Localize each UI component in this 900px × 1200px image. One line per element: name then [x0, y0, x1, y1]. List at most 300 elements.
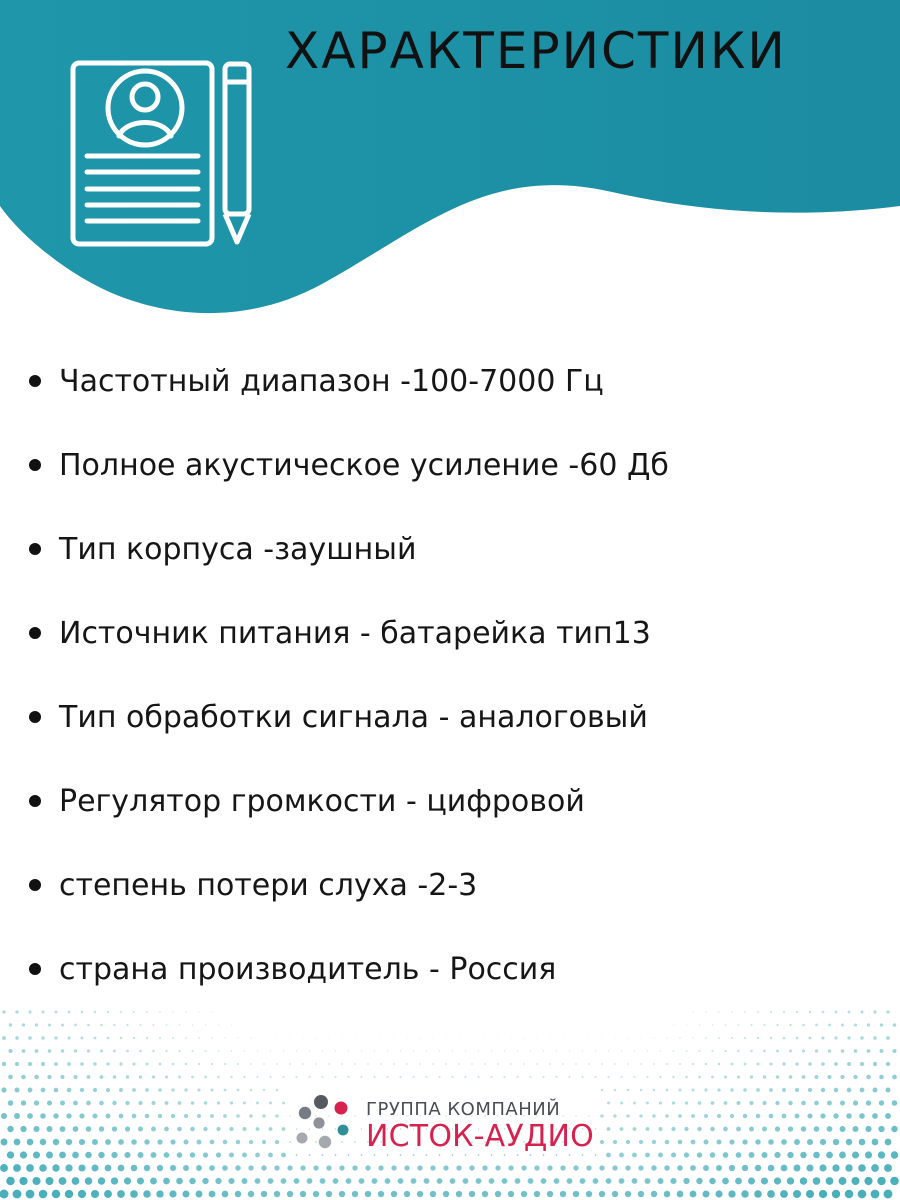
decor-dot [508, 1165, 513, 1170]
decor-dot [289, 1141, 291, 1143]
decor-dot [27, 1113, 33, 1119]
decor-dot [124, 1177, 131, 1184]
decor-dot [865, 1151, 872, 1158]
decor-dot [718, 1011, 719, 1012]
feature-item [27, 591, 872, 675]
decor-dot [893, 1023, 897, 1027]
decor-dot [211, 1063, 213, 1065]
decor-dot [164, 1152, 170, 1158]
decor-dot [74, 1024, 77, 1027]
decor-dot [73, 1101, 78, 1106]
decor-dot [705, 1063, 707, 1065]
decor-dot [573, 1191, 579, 1197]
decor-dot [737, 1075, 740, 1078]
decor-dot [185, 1011, 186, 1012]
decor-dot [691, 1114, 695, 1118]
decor-dot [326, 1191, 332, 1197]
decor-dot [275, 1114, 278, 1117]
decor-dot [1, 1139, 8, 1146]
decor-dot [417, 1165, 422, 1170]
decor-dot [404, 1165, 409, 1170]
decor-dot [104, 1190, 112, 1198]
decor-dot [94, 1011, 96, 1013]
decor-dot [276, 1037, 277, 1038]
decor-dot [157, 1139, 162, 1144]
decor-dot [352, 1191, 358, 1197]
decor-dot [27, 1139, 34, 1146]
decor-dot [65, 1190, 73, 1198]
decor-dot [35, 1049, 39, 1053]
decor-dot [567, 1178, 573, 1184]
decor-dot [607, 1127, 611, 1131]
decor-dot [744, 1063, 747, 1066]
decor-dot [146, 1037, 148, 1039]
bullet-icon [29, 459, 41, 471]
decor-dot [671, 1127, 675, 1131]
decor-dot [588, 1037, 589, 1038]
decor-dot [346, 1178, 352, 1184]
decor-dot [333, 1178, 339, 1184]
decor-dot [113, 1050, 116, 1053]
decor-dot [20, 1151, 27, 1158]
decor-dot [190, 1127, 194, 1131]
decor-dot [835, 1011, 838, 1014]
decor-dot [255, 1178, 261, 1184]
decor-dot [144, 1165, 150, 1171]
decor-dot [484, 1063, 486, 1065]
decor-dot [8, 1100, 14, 1106]
decor-dot [117, 1190, 125, 1198]
decor-dot [87, 1049, 90, 1052]
decor-dot [626, 1140, 630, 1144]
decor-dot [176, 1178, 183, 1185]
decor-dot [781, 1139, 787, 1145]
decor-dot [171, 1114, 175, 1118]
decor-dot [443, 1191, 449, 1197]
decor-dot [224, 1089, 227, 1092]
decor-dot [419, 1063, 421, 1065]
decor-dot [671, 1152, 676, 1157]
decor-dot [125, 1126, 130, 1131]
decor-dot [411, 1178, 417, 1184]
decor-dot [328, 1037, 329, 1038]
decor-dot [819, 1164, 826, 1171]
decor-dot [666, 1089, 669, 1092]
decor-dot [289, 1037, 290, 1038]
decor-dot [738, 1024, 740, 1026]
decor-dot [98, 1152, 104, 1158]
decor-dot [891, 1151, 898, 1158]
decor-dot [659, 1127, 663, 1131]
decor-dot [840, 1101, 845, 1106]
decor-dot [536, 1063, 538, 1065]
decor-dot [458, 1037, 459, 1038]
decor-dot [769, 1114, 774, 1119]
decor-dot [309, 1050, 310, 1051]
decor-dot [504, 1050, 505, 1051]
decor-dot [730, 1114, 734, 1118]
decor-dot [762, 1101, 766, 1105]
logo-main-text: ИСТОК-АУДИО [366, 1119, 594, 1154]
decor-dot [20, 1126, 26, 1132]
decor-dot [607, 1076, 609, 1078]
decor-dot [763, 1050, 766, 1053]
decor-dot [372, 1178, 378, 1184]
decor-dot [865, 1126, 871, 1132]
decor-dot [185, 1037, 187, 1039]
decor-dot [722, 1178, 729, 1185]
decor-dot [495, 1191, 501, 1197]
decor-dot [276, 1089, 279, 1092]
decor-dot [386, 1076, 388, 1078]
decor-dot [852, 1152, 859, 1159]
decor-dot [775, 1101, 779, 1105]
decor-dot [419, 1037, 420, 1038]
decor-dot [2, 1062, 6, 1066]
decor-dot [873, 1062, 877, 1066]
decor-dot [717, 1088, 720, 1091]
decor-dot [72, 1152, 79, 1159]
decor-dot [554, 1178, 560, 1184]
feature-item [27, 507, 872, 591]
decor-dot [276, 1063, 278, 1065]
decor-dot [224, 1063, 226, 1065]
decor-dot [827, 1075, 831, 1079]
decor-dot [157, 1165, 163, 1171]
decor-dot [93, 1062, 96, 1065]
decor-dot [60, 1075, 64, 1079]
decor-dot [678, 1114, 682, 1118]
decor-dot [763, 1024, 765, 1026]
decor-dot [170, 1165, 176, 1171]
decor-dot [133, 1011, 135, 1013]
decor-dot [464, 1076, 466, 1078]
feature-item [27, 843, 872, 927]
decor-dot [658, 1153, 663, 1158]
decor-dot [672, 1101, 675, 1104]
decor-dot [845, 1164, 852, 1171]
decor-dot [138, 1152, 144, 1158]
decor-dot [867, 1023, 870, 1026]
decor-dot [210, 1114, 214, 1118]
decor-dot [80, 1062, 84, 1066]
decor-dot [6, 1177, 14, 1185]
decor-dot [885, 1113, 891, 1119]
decor-dot [471, 1063, 473, 1065]
decor-dot [884, 1190, 893, 1199]
decor-dot [256, 1127, 260, 1131]
decor-dot [204, 1076, 207, 1079]
decor-dot [742, 1139, 747, 1144]
decor-dot [749, 1152, 755, 1158]
decor-dot [159, 1037, 161, 1039]
decor-dot [191, 1101, 195, 1105]
decor-dot [813, 1152, 820, 1159]
decor-dot [490, 1076, 492, 1078]
decor-dot [203, 1127, 207, 1131]
decor-dot [647, 1050, 648, 1051]
decor-dot [652, 1114, 655, 1117]
bullet-icon [29, 711, 41, 723]
decor-dot [399, 1076, 401, 1078]
decor-dot [744, 1011, 746, 1013]
company-logo [292, 1092, 592, 1156]
decor-dot [191, 1076, 194, 1079]
decor-dot [684, 1127, 688, 1131]
feature-item [27, 759, 872, 843]
decor-dot [15, 1010, 18, 1013]
feature-label: Тип обработки сигнала - аналоговый [59, 699, 648, 735]
decor-dot [845, 1190, 854, 1199]
decor-dot [646, 1102, 649, 1105]
decor-dot [100, 1049, 103, 1052]
decor-dot [729, 1165, 735, 1171]
decor-dot [133, 1037, 135, 1039]
decor-dot [300, 1191, 306, 1197]
decor-dot [445, 1037, 446, 1038]
decor-dot [406, 1037, 407, 1038]
decor-dot [839, 1152, 846, 1159]
decor-dot [313, 1191, 319, 1197]
decor-dot [892, 1075, 897, 1080]
decor-dot [47, 1126, 53, 1132]
decor-dot [94, 1037, 97, 1040]
decor-dot [666, 1063, 668, 1065]
decor-dot [800, 1177, 807, 1184]
decor-dot [756, 1114, 761, 1119]
decor-dot [244, 1050, 246, 1052]
decor-dot [646, 1127, 650, 1131]
decor-dot [627, 1089, 630, 1092]
decor-dot [120, 1037, 123, 1040]
decor-dot [750, 1050, 753, 1053]
decor-dot [170, 1139, 175, 1144]
decor-dot [250, 1063, 252, 1065]
decor-dot [716, 1165, 722, 1171]
decor-dot [126, 1050, 129, 1053]
decor-dot [503, 1076, 505, 1078]
decor-dot [599, 1165, 604, 1170]
decor-dot [54, 1088, 59, 1093]
decor-dot [15, 1062, 19, 1066]
decor-dot [858, 1190, 867, 1199]
decor-dot [640, 1089, 643, 1092]
decor-dot [886, 1036, 890, 1040]
decor-dot [217, 1101, 220, 1104]
decor-dot [640, 1037, 641, 1038]
decor-dot [814, 1126, 820, 1132]
decor-dot [542, 1076, 544, 1078]
decor-dot [724, 1050, 726, 1052]
decor-dot [178, 1101, 182, 1105]
decor-dot [703, 1191, 710, 1198]
decor-dot [820, 1139, 826, 1145]
decor-dot [275, 1140, 279, 1144]
decor-dot [105, 1139, 111, 1145]
decor-dot [484, 1037, 485, 1038]
decor-dot [612, 1191, 618, 1197]
decor-dot [515, 1178, 521, 1184]
decor-dot [698, 1101, 702, 1105]
decor-dot [872, 1113, 878, 1119]
feature-label: Полное акустическое усиление - [59, 447, 580, 483]
decor-dot [860, 1088, 865, 1093]
decor-dot [833, 1139, 839, 1145]
decor-dot [593, 1178, 599, 1184]
decor-dot [339, 1165, 344, 1170]
decor-dot [211, 1011, 212, 1012]
decor-dot [41, 1088, 46, 1093]
decor-dot [391, 1165, 396, 1170]
decor-dot [795, 1088, 799, 1092]
decor-dot [625, 1191, 631, 1197]
decor-dot [690, 1191, 697, 1198]
decor-dot [677, 1191, 684, 1198]
decor-dot [151, 1152, 157, 1158]
decor-dot [880, 1049, 884, 1053]
decor-dot [456, 1165, 461, 1170]
decor-dot [182, 1190, 189, 1197]
decor-dot [801, 1101, 806, 1106]
decor-dot [13, 1164, 21, 1172]
decor-dot [40, 1139, 47, 1146]
decor-dot [555, 1076, 557, 1078]
decor-dot [891, 1126, 897, 1132]
decor-dot [751, 1024, 753, 1026]
decor-dot [165, 1075, 168, 1078]
decor-dot [248, 1165, 253, 1170]
decor-dot [237, 1089, 240, 1092]
decor-dot [172, 1037, 174, 1039]
decor-dot [198, 1037, 200, 1039]
decor-dot [321, 1076, 323, 1078]
decor-dot [432, 1063, 434, 1065]
decor-dot [1, 1113, 7, 1119]
decor-dot [879, 1075, 884, 1080]
decor-dot [736, 1127, 741, 1132]
decor-dot [581, 1076, 583, 1078]
decor-dot [204, 1101, 207, 1104]
decor-dot [730, 1088, 733, 1091]
decor-dot [877, 1177, 885, 1185]
decor-dot [48, 1023, 51, 1026]
decor-dot [775, 1126, 780, 1131]
decor-dot [787, 1177, 794, 1184]
decor-dot [296, 1050, 297, 1051]
decor-dot [711, 1050, 713, 1052]
feature-label: Тип корпуса -заушный [59, 531, 417, 567]
decor-dot [802, 1049, 805, 1052]
decor-dot [724, 1101, 728, 1105]
decor-dot [762, 1126, 767, 1131]
decor-dot [549, 1063, 551, 1065]
decor-dot [683, 1178, 689, 1184]
decor-dot [673, 1024, 674, 1025]
decor-dot [704, 1140, 709, 1145]
decor-dot [439, 1050, 440, 1051]
decor-dot [178, 1076, 181, 1079]
decor-dot [652, 1140, 656, 1144]
decor-dot [755, 1139, 760, 1144]
decor-dot [704, 1114, 708, 1118]
decor-dot [145, 1114, 150, 1119]
decor-dot [847, 1062, 851, 1066]
decor-dot [748, 1178, 755, 1185]
decor-dot [588, 1063, 590, 1065]
decor-dot [614, 1063, 616, 1065]
decor-dot [731, 1063, 734, 1066]
decor-dot [847, 1088, 852, 1093]
decor-dot [885, 1087, 890, 1092]
decor-dot [235, 1165, 240, 1170]
decor-dot [884, 1164, 892, 1172]
decor-dot [774, 1152, 780, 1158]
decor-dot [523, 1037, 524, 1038]
decor-dot [867, 1049, 871, 1053]
decor-dot [841, 1049, 845, 1053]
decor-dot [834, 1036, 837, 1039]
decor-dot [562, 1063, 564, 1065]
decor-dot [334, 1076, 336, 1078]
decor-dot [530, 1050, 531, 1051]
decor-dot [125, 1101, 129, 1105]
decor-dot [717, 1114, 721, 1118]
decor-dot [263, 1037, 264, 1038]
decor-dot [638, 1165, 643, 1170]
decor-dot [19, 1177, 27, 1185]
decor-dot [53, 1113, 58, 1118]
decor-dot [783, 1011, 785, 1013]
decor-dot [361, 1050, 362, 1051]
decor-dot [79, 1113, 84, 1118]
decor-dot [819, 1190, 827, 1198]
decor-dot [761, 1152, 767, 1158]
decor-dot [130, 1190, 138, 1198]
decor-dot [326, 1165, 331, 1170]
decor-dot [300, 1165, 305, 1170]
decor-dot [754, 1190, 762, 1198]
decor-dot [763, 1075, 766, 1078]
decor-dot [534, 1165, 539, 1170]
decor-dot [497, 1037, 498, 1038]
decor-dot [139, 1075, 142, 1078]
decor-dot [450, 1178, 456, 1184]
decor-dot [620, 1102, 623, 1105]
decor-dot [341, 1063, 343, 1065]
decor-dot [769, 1088, 773, 1092]
decor-dot [73, 1126, 79, 1132]
decor-dot [651, 1191, 657, 1197]
decor-dot [465, 1050, 466, 1051]
decor-dot [66, 1139, 72, 1145]
decor-dot [146, 1063, 149, 1066]
decor-dot [724, 1076, 727, 1079]
decor-dot [61, 1049, 64, 1052]
decor-dot [86, 1101, 91, 1106]
decor-dot [282, 1076, 284, 1078]
decor-dot [261, 1191, 267, 1197]
decor-dot [261, 1165, 266, 1170]
decor-dot [658, 1178, 664, 1184]
decor-dot [198, 1063, 200, 1065]
decor-dot [620, 1127, 624, 1131]
decor-dot [633, 1102, 636, 1105]
decor-dot [800, 1152, 806, 1158]
decor-dot [387, 1050, 388, 1051]
decor-dot [749, 1101, 753, 1105]
decor-dot [634, 1050, 635, 1051]
decor-dot [205, 1050, 207, 1052]
